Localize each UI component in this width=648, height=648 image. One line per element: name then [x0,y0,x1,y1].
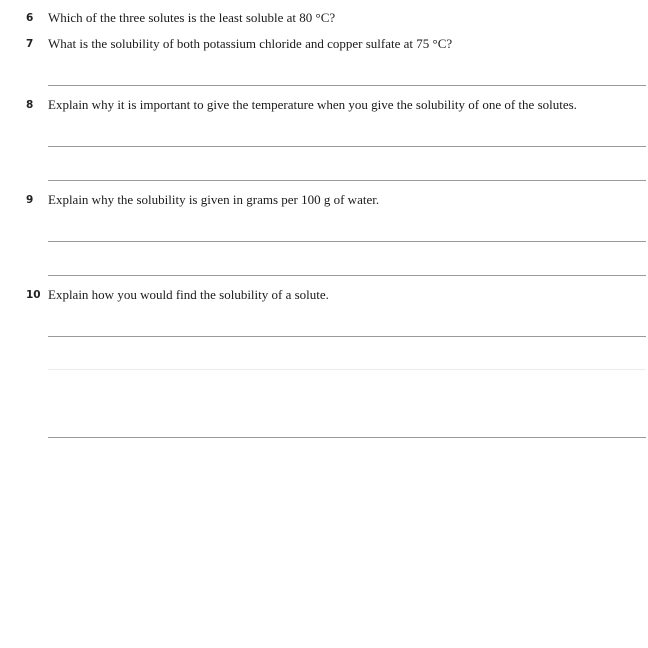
answer-line[interactable] [48,146,646,147]
question-number: 10 [26,289,41,301]
question-number: 9 [26,194,34,206]
answer-line[interactable] [48,241,646,242]
question-text: Explain how you would find the solubility of a solute. [48,287,329,302]
question-number: 8 [26,99,34,111]
answer-line[interactable] [48,85,646,86]
answer-line[interactable] [48,369,646,370]
answer-line[interactable] [48,275,646,276]
question-text: Explain why it is important to give the temperature when you give the solubility of one of the solutes. [48,97,577,112]
answer-line[interactable] [48,336,646,337]
answer-line[interactable] [48,437,646,438]
question-text: Explain why the solubility is given in grams per 100 g of water. [48,192,380,207]
question-text: What is the solubility of both potassium chloride and copper sulfate at 75 °C? [48,36,453,51]
question-text: Which of the three solutes is the least soluble at 80 °C? [48,10,336,25]
question-number: 6 [26,12,34,24]
answer-line[interactable] [48,180,646,181]
question-number: 7 [26,38,34,50]
